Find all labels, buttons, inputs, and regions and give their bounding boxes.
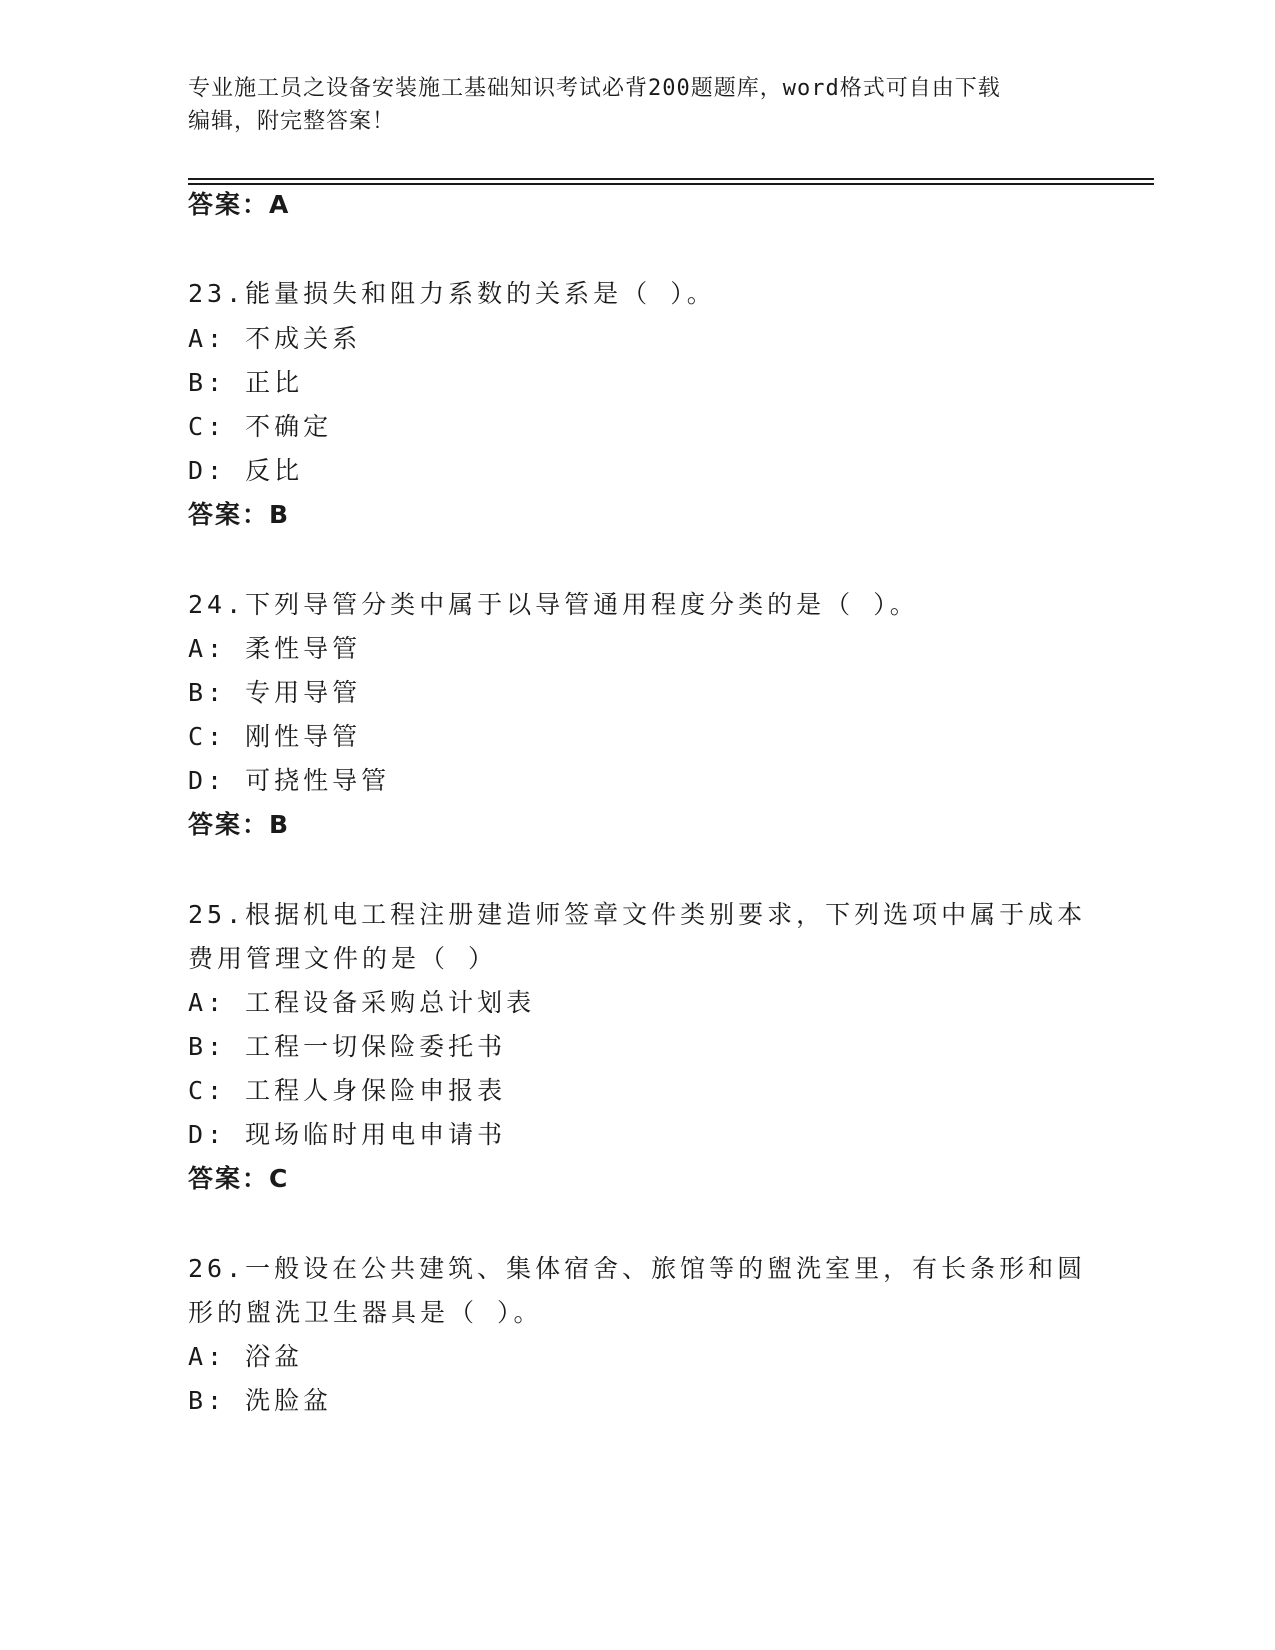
header-divider-top (188, 178, 1154, 180)
option-c: C: 刚性导管 (188, 722, 362, 751)
header-line-2: 编辑，附完整答案！ (188, 109, 396, 134)
option-b: B: 工程一切保险委托书 (188, 1032, 507, 1061)
question-24: 24.下列导管分类中属于以导管通用程度分类的是（ ）。 (188, 590, 919, 619)
answer-line: 答案：A (188, 190, 291, 219)
answer-line: 答案：B (188, 500, 291, 529)
option-d: D: 反比 (188, 456, 304, 485)
option-b: B: 正比 (188, 368, 304, 397)
question-25-continued: 费用管理文件的是（ ） (188, 944, 498, 973)
option-d: D: 现场临时用电申请书 (188, 1120, 507, 1149)
option-d: D: 可挠性导管 (188, 766, 391, 795)
option-b: B: 专用导管 (188, 678, 362, 707)
answer-line: 答案：C (188, 1164, 290, 1193)
option-b: B: 洗脸盆 (188, 1386, 333, 1415)
header-line-1: 专业施工员之设备安装施工基础知识考试必背200题题库，word格式可自由下载 (188, 76, 1001, 101)
document-header (188, 72, 1088, 138)
answer-line: 答案：B (188, 810, 291, 839)
question-23: 23.能量损失和阻力系数的关系是（ ）。 (188, 279, 716, 308)
option-a: A: 不成关系 (188, 324, 362, 353)
question-26-continued: 形的盥洗卫生器具是（ ）。 (188, 1298, 543, 1327)
question-25: 25.根据机电工程注册建造师签章文件类别要求，下列选项中属于成本 (188, 900, 1087, 929)
option-a: A: 工程设备采购总计划表 (188, 988, 536, 1017)
option-a: A: 柔性导管 (188, 634, 362, 663)
question-26: 26.一般设在公共建筑、集体宿舍、旅馆等的盥洗室里，有长条形和圆 (188, 1254, 1087, 1283)
option-a: A: 浴盆 (188, 1342, 304, 1371)
option-c: C: 不确定 (188, 412, 333, 441)
header-divider-bottom (188, 183, 1154, 185)
option-c: C: 工程人身保险申报表 (188, 1076, 507, 1105)
